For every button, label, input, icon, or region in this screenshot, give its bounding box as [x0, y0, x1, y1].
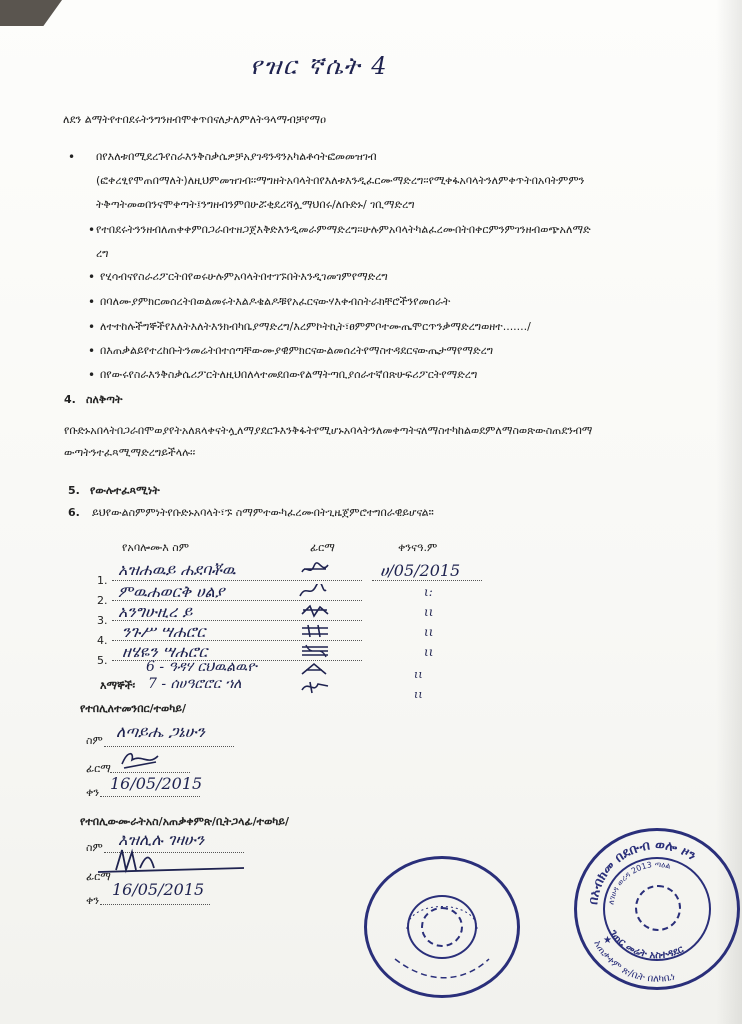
stamp-top-text-2: ለገሀዳ ወረዳ 2013 ጣዕል	[606, 859, 672, 906]
bullet-text-cont: ትቅጣትመወበንናሞቀጣት፤ንግዘብንምበሁሯቂደረሻሏማህበሩ/ለቡድኑ/ ገቢማድረግ	[96, 198, 415, 211]
member-name: አዝሐዉይ ሐደባቾዉ	[118, 560, 236, 579]
section-text: ይህየውልስምምነትየቡድኑአባላት፣ኙ ስማምተውካፈረሙበትጊዜጀምሮተግበራዊይሆናል።	[92, 506, 434, 519]
signature-mark	[300, 562, 330, 576]
section-number: 5.	[68, 484, 80, 497]
bullet-text: በእጠቃልይየተረከቡትንመሬትበተሰጣቸውሙያዊምክርናውልመሰረትየማስተዳደርናውጤታማየማድረግ	[100, 344, 494, 357]
signed-date: ሀ/05/2015	[380, 561, 461, 580]
witness-label: እማኞች፡	[100, 679, 136, 692]
signed-date: ιι	[424, 605, 434, 619]
member-name: ዘሄዬን ሣሐሮር	[122, 642, 208, 661]
bullet-icon: •	[88, 344, 96, 358]
dotted-line	[112, 580, 362, 581]
bullet-icon: •	[88, 320, 96, 334]
bullet-text: የተበደሩትንንዘብለጠቀቀምበጋራበተዘጋጀእቅድእንዲመራምማድረግ፡፡ሁሉምአባላትካልፈረሙበትበቀርምንምገንዘብወጭአለማድ	[96, 223, 591, 236]
svg-text:★: ★	[603, 935, 612, 946]
member-name: ምዉሐወርቅ ሀልያ	[118, 582, 225, 601]
column-header-signature: ፊርማ	[310, 541, 335, 554]
receiver-heading: የተበሊለተመንበር/ተወካይ/	[80, 702, 186, 715]
bullet-icon: •	[88, 223, 96, 237]
row-number: 3.	[97, 614, 108, 627]
stamp-bottom-text: ገጠር መሬት አስተዳደር	[607, 927, 686, 962]
ditto-mark: ιι	[414, 668, 423, 681]
signature-label: ፊርማ	[86, 870, 111, 883]
official-stamp-left	[364, 856, 520, 998]
bullet-icon: •	[88, 270, 96, 284]
member-name-extra: 7 - ሰሀዓሮሮር ኀለ	[148, 676, 242, 692]
bullet-text: የሂሳብናየስራሪፖርትበየወሩሁሉምአባላትበተገኙበትእንዲገመገምየማድረግ	[100, 270, 388, 283]
dotted-line	[104, 746, 234, 747]
signed-date: ιι	[424, 625, 434, 639]
row-number: 1.	[97, 574, 108, 587]
svg-text:ገጠር መሬት አስተዳደር	[607, 927, 686, 961]
bullet-text: በባለሙያምክርመሰረትበወልመሩትእልዶቄልዶቹየአፈርናውሃእቀብስትራክቸሮችንየመሰራት	[100, 295, 451, 308]
official-stamp-right	[574, 828, 740, 990]
signature-label: ፊርማ	[86, 762, 111, 775]
stamp-bottom-text-2: አጠቃቀም ጽ/ቤት በለካቤነ	[591, 938, 677, 985]
stamp-top-text: በአብክመ በደቡብ ወሎ ዞን	[586, 837, 699, 906]
section-heading: ስለቅጣት	[86, 393, 123, 406]
member-name-extra: 6 - ዓዳሃ ርህዉልዉዮ	[146, 659, 257, 675]
date-label: ቀን	[86, 894, 100, 907]
receiver-signature	[118, 748, 162, 770]
bullet-text: በየእለቱበሚደረጉየስራእንቅስቃሴዎቻአያገዳንዳንአካልቶሳትፎመመዝገብ	[96, 150, 377, 163]
approver-signature	[96, 846, 246, 876]
member-name: አንግሁዚረ ይ	[118, 602, 193, 621]
name-label: ስም	[86, 734, 103, 747]
receiver-name: ለጣይሔ ጋኔሁን	[116, 722, 205, 741]
section-text: ውጣትንተፈጻሚማድረግይችላሉ፡፡	[64, 446, 196, 459]
row-number: 2.	[97, 594, 108, 607]
page-title: የዝር ኛሴት 4	[250, 52, 389, 80]
bullet-text: ለተተከሉችግኞችየእለትእለትእንክብካቤያማድረግ/እረምኮትኪት፣ፀምምቦተሙጤሞርጥንቃማድረግወዘተ......./	[100, 320, 531, 333]
svg-text:በአብክመ በደቡብ ወሎ ዞን	[586, 838, 699, 906]
signature-mark	[300, 604, 330, 618]
bullet-text-cont: (ፎቀረፂየሞጠበማለት)ለዚህምመዝገብ፡፡ማግዘትአባላትበየእለቱእንዲፈርሙማድረግ፡፡የሚቀፋአባላትንለምቀጥትበአባትምምን	[96, 174, 585, 187]
dotted-line	[110, 772, 190, 773]
section-text: የቡድኑአበላትበጋራበሞወያየትአለጸላቀናትሏለማያደርጉእንቅፋትየሚሆኑአባላትንለመቀጣትናለማስተካከልወደምለማስወጽውስጠደንብማ	[64, 424, 593, 437]
dotted-line	[112, 600, 362, 601]
bullet-text-cont: ረግ	[96, 247, 109, 260]
section-number: 4.	[64, 393, 76, 406]
approver-date: 16/05/2015	[112, 880, 205, 899]
bullet-icon: •	[88, 368, 96, 382]
column-header-name: የአባሎሙእ ስም	[122, 541, 189, 554]
bullet-text: በየውሩየስራእንቅስቃሴሪፖርትለዚህበለላተመደበውየልማትጣቢያሰራተኛበጽሁፍሪፖርትየማድረግ	[100, 368, 478, 381]
signature-mark	[298, 584, 328, 598]
member-name: ንጉሥ ሣሐሮር	[122, 622, 206, 641]
dotted-line	[100, 904, 210, 905]
signature-mark	[300, 662, 330, 676]
receiver-date: 16/05/2015	[110, 774, 203, 793]
dotted-line	[112, 620, 362, 621]
column-header-date: ቀንናዓ.ም	[398, 541, 438, 554]
section-number: 6.	[68, 506, 80, 519]
date-label: ቀን	[86, 786, 100, 799]
signature-mark	[300, 680, 330, 694]
section-heading: የውሉተፈጻሚነት	[90, 484, 160, 497]
approver-heading: የተበሊውሙራትአስ/አጠቃቀምጽ/ቢትጋላፊ/ተወካይ/	[80, 815, 290, 828]
name-label: ስም	[86, 841, 103, 854]
dotted-line	[100, 796, 200, 797]
bullet-icon: •	[88, 295, 96, 309]
signed-date: ι:	[424, 585, 433, 599]
signed-date: ιι	[424, 645, 434, 659]
row-number: 4.	[97, 634, 108, 647]
ditto-mark: ιι	[414, 688, 423, 701]
signature-mark	[300, 644, 330, 658]
signature-mark	[300, 624, 330, 638]
intro-line: ለደን ልማትየተበደሩትንግንዘብሞቀጥበናለታለምለትዓላማብቻየማዐ	[63, 113, 327, 126]
approver-name: እዝሊሉ ገዛሁን	[118, 830, 205, 849]
page-corner-fold	[0, 0, 62, 26]
row-number: 5.	[97, 654, 108, 667]
bullet-icon: •	[68, 150, 76, 164]
dotted-line	[112, 640, 362, 641]
